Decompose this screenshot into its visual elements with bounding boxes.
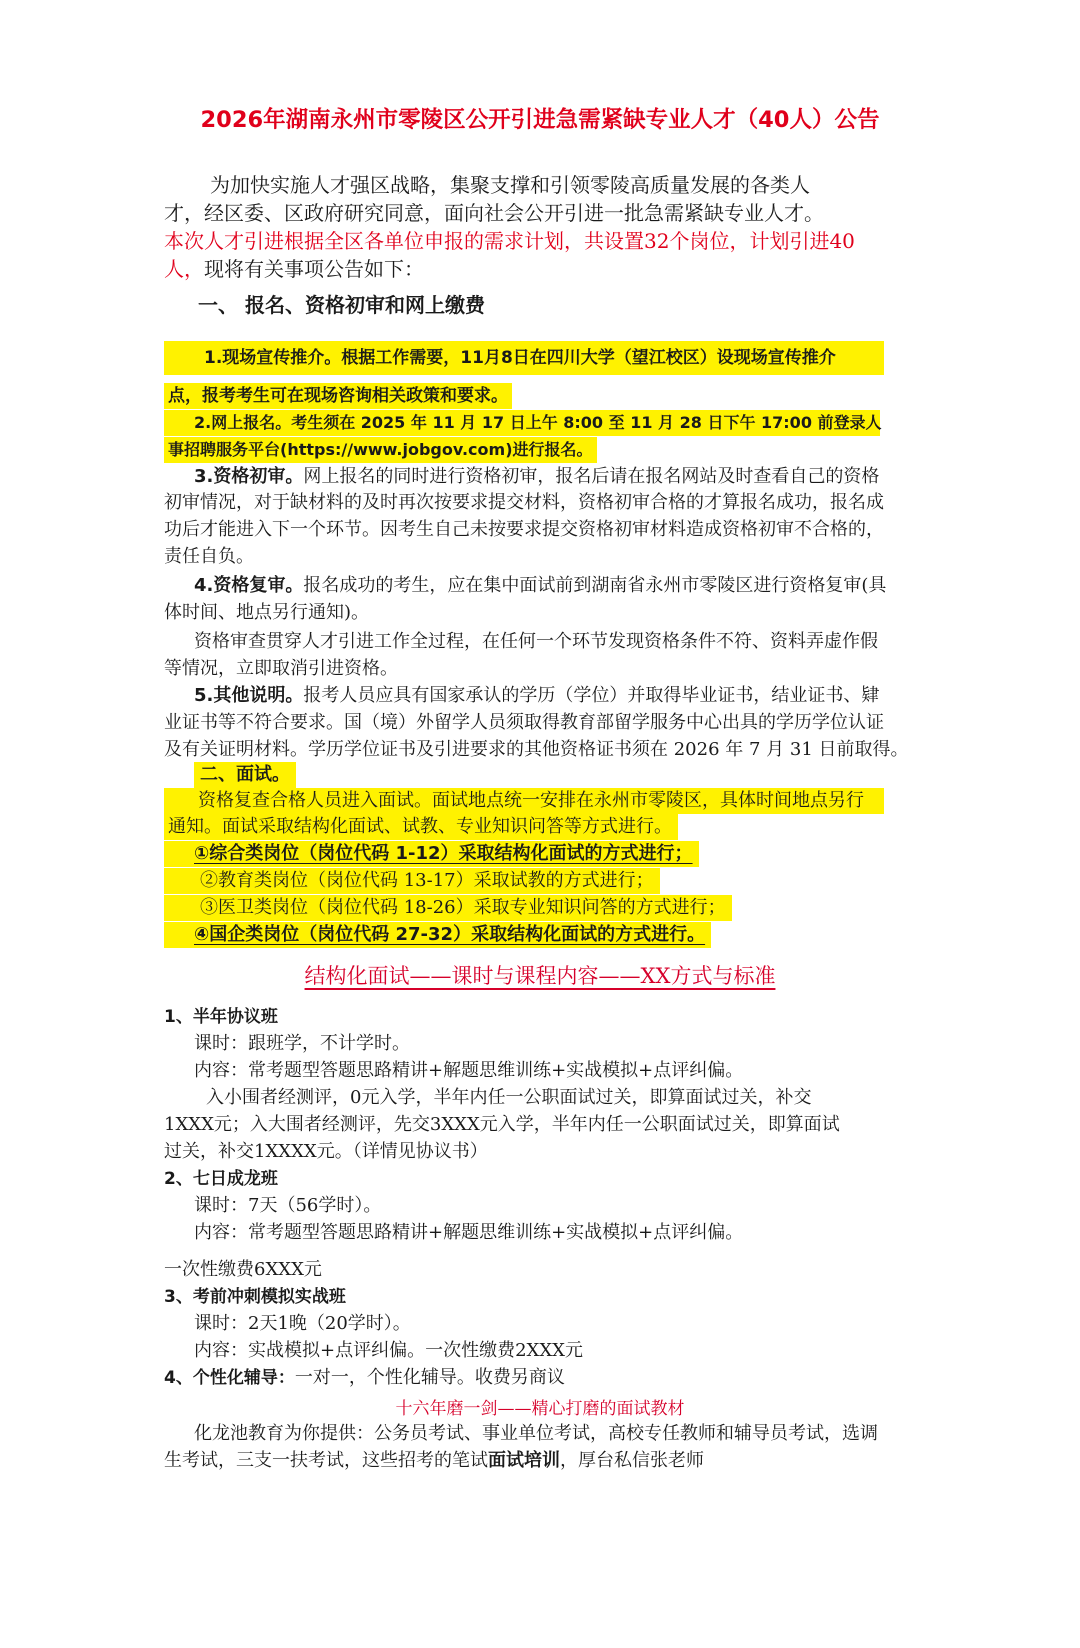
document-title: 2026年湖南永州市零陵区公开引进急需紧缺专业人才（40人）公告 xyxy=(200,107,880,133)
closing-rest: ，厚台私信张老师 xyxy=(560,1450,704,1471)
item3-line-3: 功后才能进入下一个环节。因考生自己未按要求提交资格初审材料造成资格初审不合格的， xyxy=(164,519,884,540)
closing-line-2 xyxy=(164,1448,704,1474)
item5-text: 报考人员应具有国家承认的学历（学位）并取得毕业证书，结业证书、肄 xyxy=(303,685,880,706)
item4-text: 报名成功的考生，应在集中面试前到湖南省永州市零陵区进行资格复审(具 xyxy=(303,575,887,596)
interview-item-3: ③医卫类岗位（岗位代码 18-26）采取专业知识问答的方式进行； xyxy=(164,895,732,921)
course1-content: 内容：常考题型答题思路精讲+解题思维训练+实战模拟+点评纠偏。 xyxy=(194,1060,744,1081)
item4-line-1 xyxy=(194,573,886,599)
item4-line-3: 资格审查贯穿人才引进工作全过程，在任何一个环节发现资格条件不符、资料弄虚作假 xyxy=(194,631,878,652)
item3-label: 3.资格初审。 xyxy=(194,466,304,487)
item3-text: 网上报名的同时进行资格初审，报名后请在报名网站及时查看自己的资格 xyxy=(303,466,880,487)
course1-fee-3: 过关，补交1XXXX元。（详情见协议书） xyxy=(164,1141,488,1162)
item5-line-3: 及有关证明材料。学历学位证书及引进要求的其他资格证书须在 2026 年 7 月 31 日前取得。 xyxy=(164,739,909,760)
course2-title: 2、七日成龙班 xyxy=(164,1169,278,1189)
course3-title: 3、考前冲刺模拟实战班 xyxy=(164,1287,346,1307)
course4-title: 4、个性化辅导： xyxy=(164,1368,295,1388)
item1-line-2: 点，报考考生可在现场咨询相关政策和要求。 xyxy=(164,383,512,409)
course1-title: 1、半年协议班 xyxy=(164,1007,278,1027)
item5-label: 5.其他说明。 xyxy=(194,685,304,706)
item5-line-2: 业证书等不符合要求。国（境）外留学人员须取得教育部留学服务中心出具的学历学位认证 xyxy=(164,712,884,733)
intro-line-1: 为加快实施人才强区战略，集聚支撑和引领零陵高质量发展的各类人 xyxy=(210,173,810,197)
intro-line-2: 才，经区委、区政府研究同意，面向社会公开引进一批急需紧缺专业人才。 xyxy=(164,201,824,225)
courses-heading: 结构化面试——课时与课程内容——XX方式与标准 xyxy=(304,964,776,988)
intro-red-fragment: 人， xyxy=(164,257,204,281)
item4-line-4: 等情况，立即取消引进资格。 xyxy=(164,658,398,679)
section2-heading: 二、面试。 xyxy=(194,762,296,788)
course1-fee-2: 1XXX元；入大围者经测评，先交3XXX元入学，半年内任一公职面试过关，即算面试 xyxy=(164,1114,840,1135)
interview-item-1: ①综合类岗位（岗位代码 1-12）采取结构化面试的方式进行； xyxy=(164,841,699,867)
interview-item-4: ④国企类岗位（岗位代码 27-32）采取结构化面试的方式进行。 xyxy=(164,922,711,948)
item1-line-1: 1.现场宣传推介。根据工作需要，11月8日在四川大学（望江校区）设现场宣传推介 xyxy=(164,341,884,375)
item5-line-1 xyxy=(194,683,879,709)
intro-line-3: 本次人才引进根据全区各单位申报的需求计划，共设置32个岗位，计划引进40 xyxy=(164,229,855,253)
item2-line-2: 事招聘服务平台(https://www.jobgov.com)进行报名。 xyxy=(164,437,597,463)
closing-line-1: 化龙池教育为你提供：公务员考试、事业单位考试，高校专任教师和辅导员考试，选调 xyxy=(194,1423,878,1444)
closing-text: 生考试，三支一扶考试，这些招考的笔试 xyxy=(164,1450,488,1471)
closing-bold: 面试培训 xyxy=(488,1450,560,1471)
course3-hours: 课时：2天1晚（20学时）。 xyxy=(194,1313,411,1334)
course2-hours: 课时：7天（56学时）。 xyxy=(194,1195,382,1216)
item3-line-4: 责任自负。 xyxy=(164,546,254,567)
section1-heading: 一、 报名、资格初审和网上缴费 xyxy=(198,293,485,317)
courses-subtitle: 十六年磨一剑——精心打磨的面试教材 xyxy=(395,1399,685,1419)
item3-line-2: 初审情况，对于缺材料的及时再次按要求提交材料，资格初审合格的才算报名成功，报名成 xyxy=(164,492,884,513)
interview-item-2: ②教育类岗位（岗位代码 13-17）采取试教的方式进行； xyxy=(164,868,660,894)
course2-content: 内容：常考题型答题思路精讲+解题思维训练+实战模拟+点评纠偏。 xyxy=(194,1222,744,1243)
course4-line xyxy=(164,1365,565,1391)
course1-fee-1: 入小围者经测评，0元入学，半年内任一公职面试过关，即算面试过关，补交 xyxy=(206,1087,812,1108)
item3-line-1 xyxy=(194,464,879,490)
section2-line-2: 通知。面试采取结构化面试、试教、专业知识问答等方式进行。 xyxy=(164,814,678,840)
course2-fee: 一次性缴费6XXX元 xyxy=(164,1259,322,1280)
course1-hours: 课时：跟班学，不计学时。 xyxy=(194,1033,410,1054)
item4-line-2: 体时间、地点另行通知)。 xyxy=(164,602,370,623)
intro-line-4-rest: 现将有关事项公告如下： xyxy=(204,257,424,281)
course3-content: 内容：实战模拟+点评纠偏。一次性缴费2XXX元 xyxy=(194,1340,583,1361)
intro-line-4 xyxy=(164,256,424,282)
section2-line-1: 资格复查合格人员进入面试。面试地点统一安排在永州市零陵区，具体时间地点另行 xyxy=(164,788,884,814)
item2-line-1: 2.网上报名。考生须在 2025 年 11 月 17 日上午 8:00 至 11 月 28 日下午 17:00 前登录人 xyxy=(164,410,880,436)
item4-label: 4.资格复审。 xyxy=(194,575,304,596)
course4-text: 一对一，个性化辅导。收费另商议 xyxy=(294,1367,565,1388)
